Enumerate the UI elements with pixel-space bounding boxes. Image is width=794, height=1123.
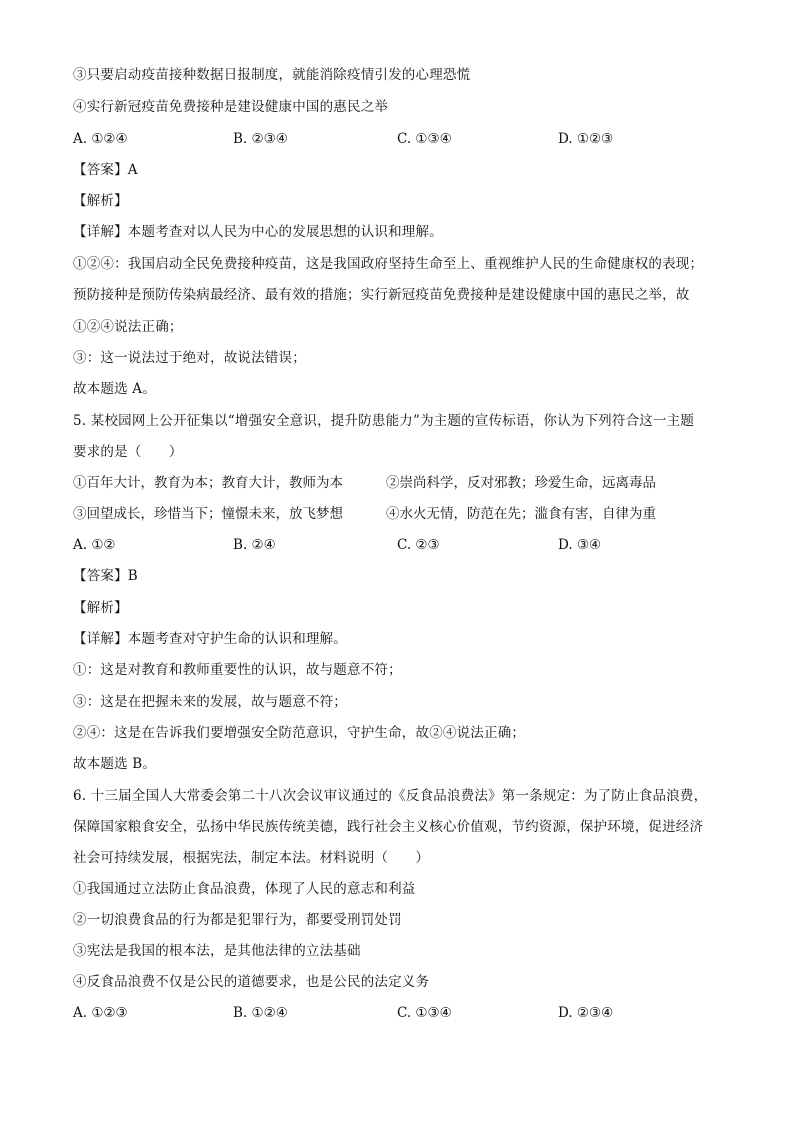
q5-option-c: C. ②③ [397, 537, 440, 553]
q5-analysis-label: 【解析】 [73, 600, 128, 616]
q6-statement-2: ②一切浪费食品的行为都是犯罪行为，都要受刑罚处罚 [73, 912, 402, 928]
q6-statement-1: ①我国通过立法防止食品浪费，体现了人民的意志和利益 [73, 881, 416, 897]
q6-statement-4: ④反食品浪费不仅是公民的道德要求，也是公民的法定义务 [73, 974, 430, 990]
q6-option-c: C. ①③④ [397, 1005, 452, 1021]
q6-stem-line-1: 6. 十三届全国人大常委会第二十八次会议审议通过的《反食品浪费法》第一条规定：为了防止食品浪费， [73, 788, 708, 804]
q5-explanation-1: ①：这是对教育和教师重要性的认识，故与题意不符； [73, 662, 402, 678]
q6-stem-line-2: 保障国家粮食安全，弘扬中华民族传统美德，践行社会主义核心价值观，节约资源，保护环境，促进经济 [73, 819, 704, 835]
q5-stem-line-1: 5. 某校园网上公开征集以“增强安全意识，提升防患能力”为主题的宣传标语，你认为下列符合这一主题 [73, 413, 695, 429]
q4-explanation-2: 预防接种是预防传染病最经济、最有效的措施；实行新冠疫苗免费接种是建设健康中国的惠民之举，故 [73, 287, 690, 303]
q5-statement-2: ②崇尚科学，反对邪教；珍爱生命，远离毒品 [386, 475, 656, 491]
q4-option-d: D. ①②③ [558, 131, 614, 147]
q5-option-a: A. ①② [73, 537, 116, 553]
q6-statement-3: ③宪法是我国的根本法，是其他法律的立法基础 [73, 943, 361, 959]
q5-conclusion: 故本题选 B。 [73, 756, 157, 772]
q4-options [73, 130, 733, 148]
q6-option-a: A. ①②③ [73, 1005, 128, 1021]
q5-stem-line-2: 要求的是（ ） [73, 444, 183, 460]
q4-conclusion: 故本题选 A。 [73, 381, 156, 397]
q5-options [73, 536, 733, 554]
q4-detail: 【详解】本题考查对以人民为中心的发展思想的认识和理解。 [73, 224, 443, 240]
q5-explanation-2: ③：这是在把握未来的发展，故与题意不符； [73, 694, 347, 710]
q4-explanation-1: ①②④：我国启动全民免费接种疫苗，这是我国政府坚持生命至上、重视维护人民的生命健康权的表现； [73, 256, 704, 272]
q5-statements-row-2 [73, 505, 733, 523]
q4-option-c: C. ①③④ [397, 131, 452, 147]
q5-statements-row-1 [73, 474, 733, 492]
q5-option-b: B. ②④ [233, 537, 276, 553]
q5-statement-1: ①百年大计，教育为本；教育大计，教师为本 [73, 475, 343, 491]
q6-option-d: D. ②③④ [558, 1005, 614, 1021]
q5-statement-3: ③回望成长，珍惜当下；憧憬未来，放飞梦想 [73, 506, 343, 522]
q4-statement-3: ③只要启动疫苗接种数据日报制度，就能消除疫情引发的心理恐慌 [73, 67, 471, 83]
q6-option-b: B. ①②④ [233, 1005, 288, 1021]
q5-answer: 【答案】B [73, 568, 138, 584]
q6-stem-line-3: 社会可持续发展，根据宪法，制定本法。材料说明（ ） [73, 850, 430, 866]
q4-explanation-3: ①②④说法正确； [73, 319, 183, 335]
q4-analysis-label: 【解析】 [73, 193, 128, 209]
q4-explanation-4: ③：这一说法过于绝对，故说法错误； [73, 350, 306, 366]
q4-option-a: A. ①②④ [73, 131, 128, 147]
q5-explanation-3: ②④：这是在告诉我们要增强安全防范意识，守护生命，故②④说法正确； [73, 725, 526, 741]
q5-option-d: D. ③④ [558, 537, 602, 553]
q5-statement-4: ④水火无情，防范在先；滥食有害，自律为重 [386, 506, 656, 522]
q5-detail: 【详解】本题考查对守护生命的认识和理解。 [73, 631, 347, 647]
q4-answer: 【答案】A [73, 162, 138, 178]
q6-options [73, 1004, 733, 1022]
q4-statement-4: ④实行新冠疫苗免费接种是建设健康中国的惠民之举 [73, 99, 389, 115]
q4-option-b: B. ②③④ [233, 131, 288, 147]
